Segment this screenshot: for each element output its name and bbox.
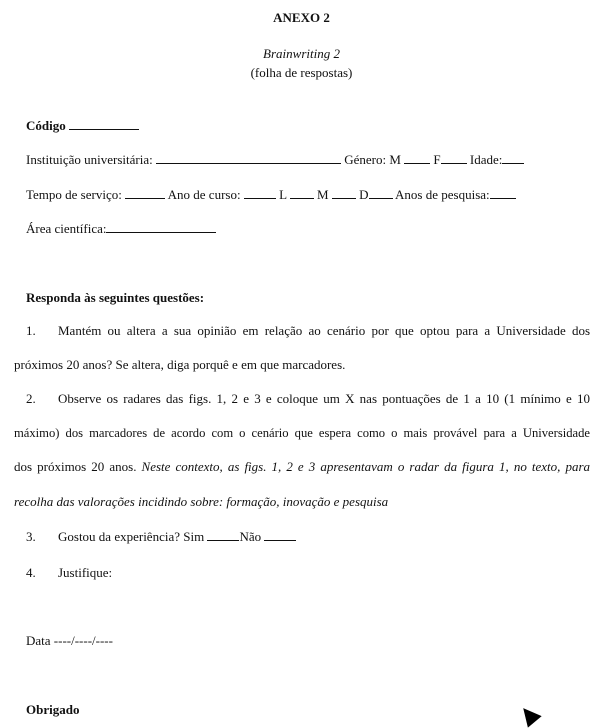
d-blank[interactable]	[369, 187, 393, 199]
codigo-label: Código	[26, 118, 66, 133]
tempo-label: Tempo de serviço:	[26, 187, 122, 202]
tempo-row	[26, 187, 516, 203]
subtitle: Brainwriting 2	[263, 46, 340, 61]
subtitle-2: (folha de respostas)	[250, 65, 353, 80]
l-label: L	[279, 187, 287, 202]
anos-pesquisa-blank[interactable]	[490, 187, 516, 199]
questions-heading: Responda às seguintes questões:	[26, 290, 205, 305]
q4-text[interactable]: Justifique:	[58, 565, 113, 580]
codigo-field	[26, 118, 139, 134]
genero-f-blank[interactable]	[441, 152, 467, 164]
anos-pesquisa-label: Anos de pesquisa:	[395, 187, 490, 202]
codigo-blank[interactable]	[69, 118, 139, 130]
m-blank[interactable]	[332, 187, 356, 199]
q4-number: 4.	[26, 565, 36, 580]
q1-number: 1.	[26, 323, 36, 338]
q2-line-1	[26, 391, 590, 407]
q4-line	[26, 565, 112, 581]
instituicao-blank[interactable]	[156, 152, 341, 164]
q2-line-2: máximo) dos marcadores de acordo com o cenário que espera como o mais provável para a Universidade	[14, 426, 590, 440]
q3-sim-blank[interactable]	[207, 529, 239, 541]
date-field[interactable]: Data ----/----/----	[26, 633, 113, 648]
genero-f-label: F	[433, 152, 441, 167]
q2-text-3-plain: dos próximos 20 anos.	[14, 459, 137, 474]
tempo-blank[interactable]	[125, 187, 165, 199]
thanks-text: Obrigado	[26, 702, 80, 717]
q3-number: 3.	[26, 529, 36, 544]
idade-label: Idade:	[469, 152, 503, 167]
d-label: D	[359, 187, 369, 202]
q3-line	[26, 529, 296, 545]
q2-line-4: recolha das valorações incidindo sobre: formação, inovação e pesquisa	[14, 494, 389, 509]
q1-text-1: Mantém ou altera a sua opinião em relação ao cenário por que optou para a Universidade dos	[58, 323, 590, 338]
q1-line-2: próximos 20 anos? Se altera, diga porquê e em que marcadores.	[14, 357, 346, 372]
q2-line-3	[14, 459, 590, 475]
idade-blank[interactable]	[502, 152, 524, 164]
q2-number: 2.	[26, 391, 36, 406]
genero-m-blank[interactable]	[404, 152, 430, 164]
q1-line-1	[26, 323, 590, 339]
q2-text-1: Observe os radares das figs. 1, 2 e 3 e coloque um X nas pontuações de 1 a 10 (1 mínimo e 10	[58, 391, 590, 406]
l-blank[interactable]	[290, 187, 314, 199]
ano-curso-label: Ano de curso:	[167, 187, 241, 202]
annex-title: ANEXO 2	[273, 10, 330, 25]
area-label: Área científica:	[26, 221, 107, 236]
instituicao-label: Instituição universitária:	[26, 152, 153, 167]
instituicao-row	[26, 152, 524, 168]
q3-nao-label: Não	[239, 529, 262, 544]
m-label: M	[317, 187, 329, 202]
q3-text: Gostou da experiência? Sim	[58, 529, 205, 544]
q3-nao-blank[interactable]	[264, 529, 296, 541]
ano-curso-blank[interactable]	[244, 187, 276, 199]
area-row	[26, 221, 216, 237]
q2-text-3-italic: Neste contexto, as figs. 1, 2 e 3 apresentavam o radar da figura 1, no texto, para	[141, 459, 591, 474]
area-blank[interactable]	[106, 221, 216, 233]
genero-label: Género: M	[344, 152, 401, 167]
